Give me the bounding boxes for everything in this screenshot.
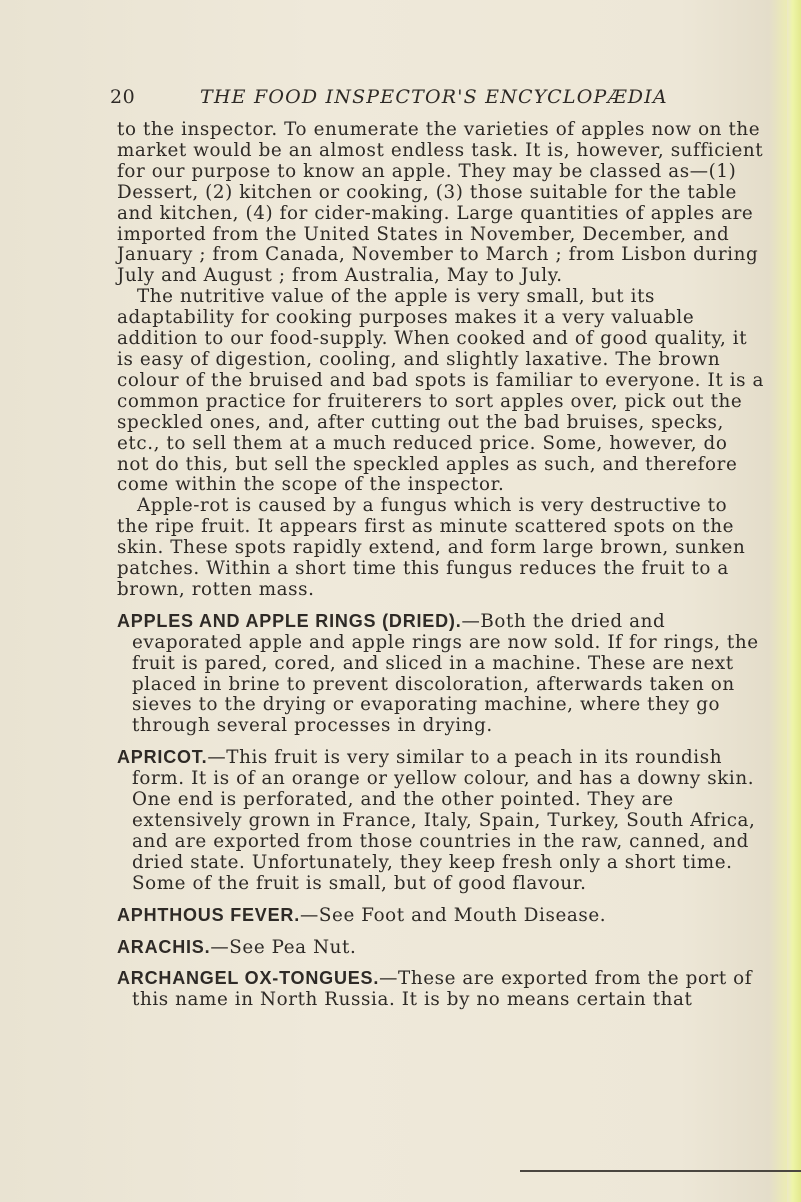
entry-text: —See Foot and Mouth Disease. — [300, 904, 607, 926]
body-text — [117, 120, 765, 1011]
entry-text: —See Pea Nut. — [210, 936, 357, 958]
bottom-rule — [520, 1170, 801, 1172]
entry-headword: APRICOT. — [117, 747, 208, 768]
entry-aphthous-fever — [117, 905, 765, 927]
entry-arachis — [117, 937, 765, 959]
entry-text: —These are exported from the port of this name in North Russia. It is by no means certain that — [132, 968, 753, 1011]
entry-archangel-ox-tongues — [117, 968, 765, 1011]
paragraph-apple-rot: Apple-rot is caused by a fungus which is very destructive to the ripe fruit. It appears first as minute scattered spots on the skin. These spots rapidly extend, and form large brown, sunken patches. Within a short time this fungus reduces the fruit to a brown, rotten mass. — [117, 495, 746, 600]
entry-text: —This fruit is very similar to a peach in its roundish form. It is of an orange or yellow colour, and has a downy skin. One end is perforated, and the other pointed. They are extensively grown in France, Italy, Spain, Turkey, South Africa, and are exported from those countries in the raw, canned, and dried state. Unfortunately, they keep fresh only a short time. Some of the fruit is small, but of good flavour. — [132, 747, 756, 894]
entry-text: —Both the dried and evaporated apple and apple rings are now sold. If for rings, the fruit is pared, cored, and sliced in a machine. These are next placed in brine to prevent discoloration, afterwards taken on sieves to the drying or evaporating machine, where they go through several processes in drying. — [132, 610, 759, 737]
page-number: 20 — [110, 86, 136, 108]
entry-headword: APPLES AND APPLE RINGS — [117, 610, 377, 631]
entry-apricot — [117, 747, 765, 894]
entry-headword: ARCHANGEL OX-TONGUES. — [117, 968, 380, 989]
running-title: THE FOOD INSPECTOR'S ENCYCLOPÆDIA — [200, 86, 668, 108]
page-header — [100, 86, 780, 116]
paragraph-apple-varieties: to the inspector. To enumerate the varieties of apples now on the market would be an almost endless task. It is, however, sufficient for our purpose to know an apple. They may be classed as—(1) Dessert, (2) kitchen or cooking, (3) those suitable for the table and kitchen, (4) for cider-making. Large quantities of apples are imported from the United States in November, December, and January ; from Canada, November to March ; from Lisbon during July and August ; from Australia, May to July. — [117, 119, 764, 287]
page-edge — [787, 0, 801, 1202]
entry-headword: ARACHIS. — [117, 936, 211, 957]
entry-headword-paren: (DRIED). — [376, 610, 462, 631]
entry-apples-dried — [117, 611, 765, 737]
paragraph-apple-nutrition: The nutritive value of the apple is very small, but its adaptability for cooking purposes makes it a very valuable addition to our food-supply. When cooked and of good quality, it is easy of digestion, cooling, and slightly laxative. The brown colour of the bruised and bad spots is familiar to everyone. It is a common practice for fruiterers to sort apples over, pick out the speckled ones, and, after cutting out the bad bruises, specks, etc., to sell them at a much reduced price. Some, however, do not do this, but sell the speckled apples as such, and therefore come within the scope of the inspector. — [117, 286, 765, 496]
entry-headword: APHTHOUS FEVER. — [117, 904, 301, 925]
